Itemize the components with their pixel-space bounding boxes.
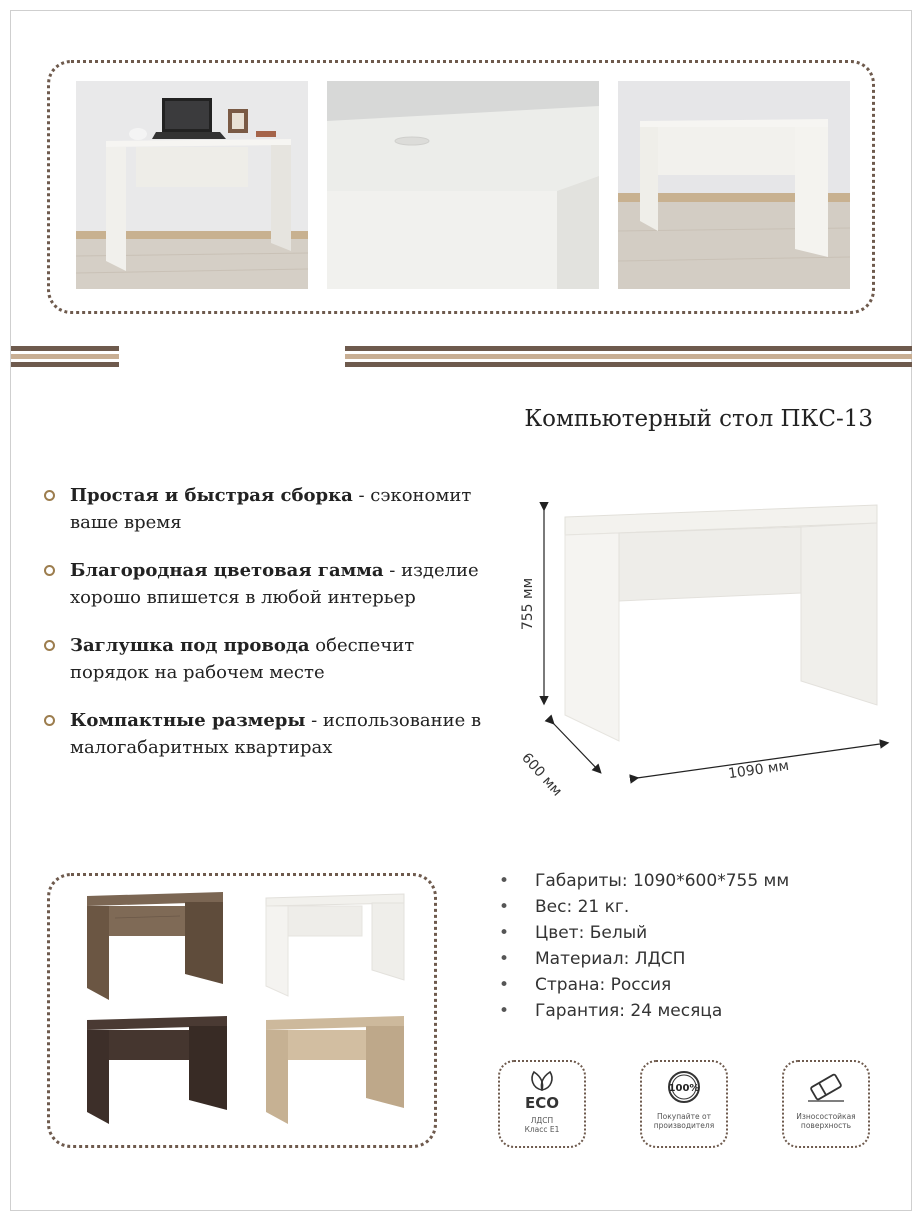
badge-caption: производителя	[653, 1121, 715, 1130]
feature-list	[44, 482, 494, 782]
feature-item	[44, 557, 494, 611]
ring-bullet-icon	[44, 715, 55, 726]
feature-text: - использование в малогабаритных квартирах	[70, 710, 482, 758]
badge-caption: Покупайте от	[657, 1112, 711, 1121]
photo-desk-back[interactable]	[618, 81, 850, 289]
feature-item	[44, 707, 494, 761]
ring-bullet-icon	[44, 490, 55, 501]
badge-wear-resistant	[782, 1060, 870, 1148]
variant-sonoma-oak[interactable]	[262, 1012, 407, 1127]
stripe-left-top	[11, 346, 119, 351]
photo-desk-closeup[interactable]	[327, 81, 599, 289]
feature-title: Заглушка под провода	[70, 635, 310, 656]
badge-caption: Класс Е1	[524, 1125, 560, 1134]
feature-title: Компактные размеры	[70, 710, 306, 731]
stamp-text: 100%	[668, 1083, 700, 1094]
variant-wenge[interactable]	[85, 1012, 230, 1127]
width-label: 1090 мм	[727, 757, 791, 783]
spec-weight: • Вес: 21 кг.	[495, 894, 789, 920]
feature-text: обеспечит порядок на рабочем месте	[70, 635, 415, 683]
badge-caption: поверхность	[800, 1121, 852, 1130]
ring-bullet-icon	[44, 565, 55, 576]
ring-bullet-icon	[44, 640, 55, 651]
hundred-percent-stamp-icon	[662, 1070, 706, 1104]
variant-white[interactable]	[262, 890, 407, 1000]
stripe-left-bot	[11, 362, 119, 367]
spec-warranty: • Гарантия: 24 месяца	[495, 998, 789, 1024]
spec-color: • Цвет: Белый	[495, 920, 789, 946]
feature-text: - сэкономит ваше время	[70, 485, 472, 533]
spec-dimensions: • Габариты: 1090*600*755 мм	[495, 868, 789, 894]
feature-title: Благородная цветовая гамма	[70, 560, 384, 581]
eco-leaf-icon	[522, 1070, 562, 1092]
eco-logo-text: ECO	[524, 1094, 559, 1112]
feature-item	[44, 482, 494, 536]
stripe-right-mid	[345, 354, 912, 359]
stripe-right-top	[345, 346, 912, 351]
feature-text: - изделие хорошо впишется в любой интерьер	[70, 560, 479, 608]
photo-desk-room[interactable]	[76, 81, 308, 289]
feature-item	[44, 632, 494, 686]
feature-title: Простая и быстрая сборка	[70, 485, 353, 506]
dimension-drawing	[505, 495, 905, 795]
product-title: Компьютерный стол ПКС-13	[524, 406, 873, 432]
variant-oak-dark[interactable]	[85, 888, 225, 1003]
badge-caption: Износостойкая	[796, 1112, 856, 1121]
depth-label: 600 мм	[518, 750, 565, 800]
spec-list	[495, 868, 789, 1024]
badge-eco	[498, 1060, 586, 1148]
eraser-icon	[804, 1070, 848, 1104]
badge-manufacturer	[640, 1060, 728, 1148]
height-label: 755 мм	[520, 577, 537, 631]
spec-material: • Материал: ЛДСП	[495, 946, 789, 972]
stripe-left-mid	[11, 354, 119, 359]
badge-caption: ЛДСП	[530, 1116, 554, 1125]
stripe-right-bot	[345, 362, 912, 367]
spec-country: • Страна: Россия	[495, 972, 789, 998]
